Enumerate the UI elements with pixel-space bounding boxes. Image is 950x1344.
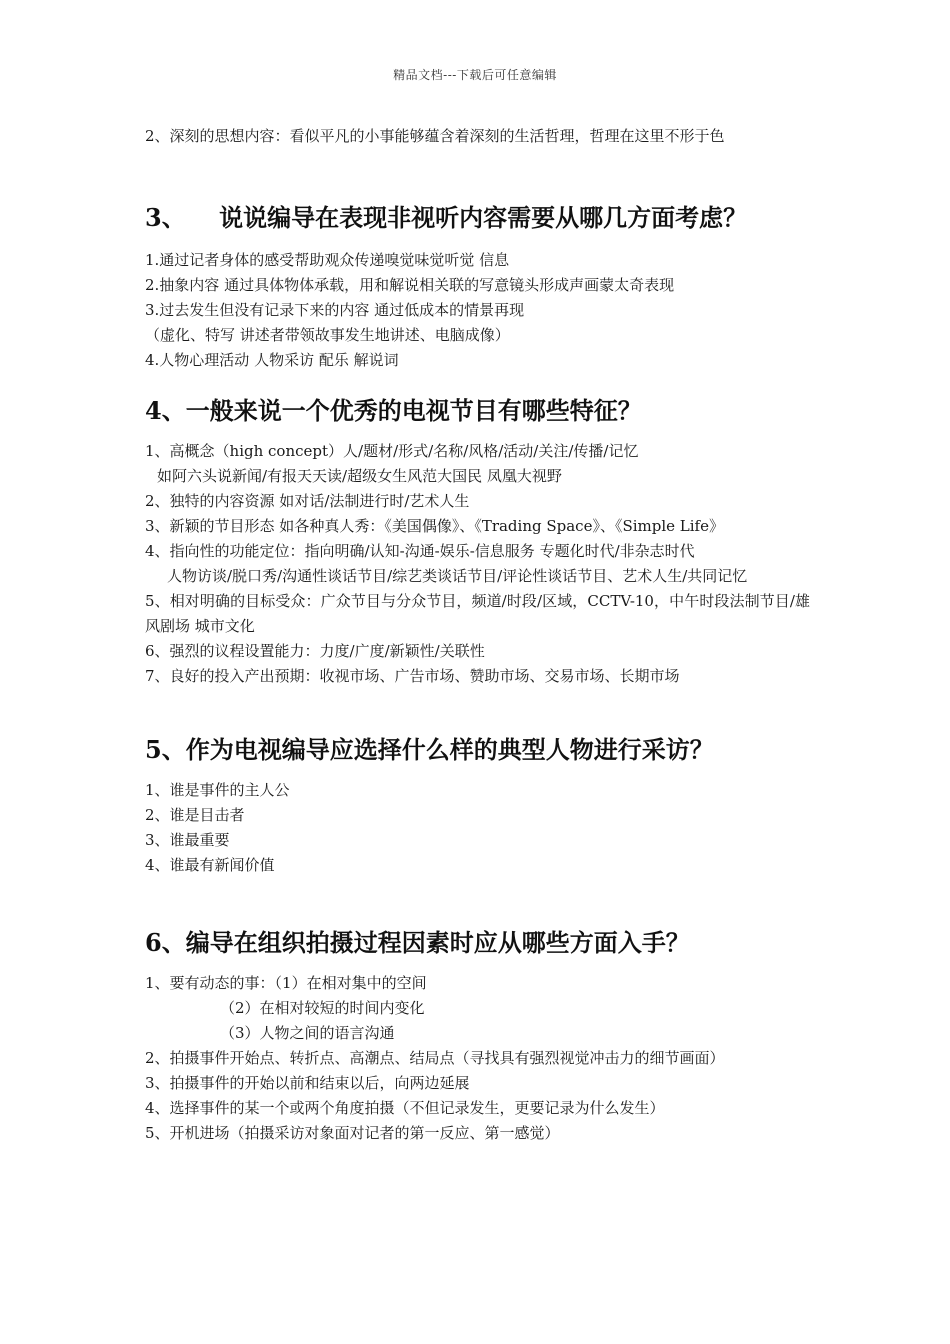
section-3-line-3: 3.过去发生但没有记录下来的内容 通过低成本的情景再现 — [145, 301, 525, 319]
section-6-heading: 6、编导在组织拍摄过程因素时应从哪些方面入手？ — [145, 928, 690, 957]
section-4-heading: 4、一般来说一个优秀的电视节目有哪些特征？ — [145, 396, 642, 425]
section-4-line-4: 3、新颖的节目形态 如各种真人秀：《美国偶像》、《Trading Space》、《Simple Life》 — [145, 517, 724, 535]
section-4-line-9: 7、良好的投入产出预期：收视市场、广告市场、赞助市场、交易市场、长期市场 — [145, 667, 680, 685]
page-header: 精品文档---下载后可任意编辑 — [393, 68, 557, 82]
section-6-line-4: 2、拍摄事件开始点、转折点、高潮点、结局点（寻找具有强烈视觉冲击力的细节画面） — [145, 1049, 725, 1067]
section-6-line-1: 1、要有动态的事：（1）在相对集中的空间 — [145, 974, 427, 992]
section-3-line-1: 1.通过记者身体的感受帮助观众传递嗅觉味觉听觉 信息 — [145, 251, 510, 269]
section-4-line-7: 5、相对明确的目标受众：广众节目与分众节目，频道/时段/区域，CCTV-10，中午时段法制节目/雄风剧场 城市文化 — [145, 592, 810, 635]
section-4-line-3: 2、独特的内容资源 如对话/法制进行时/艺术人生 — [145, 492, 470, 510]
section-6-line-5: 3、拍摄事件的开始以前和结束以后，向两边延展 — [145, 1074, 470, 1092]
section-6-line-6: 4、选择事件的某一个或两个角度拍摄（不但记录发生，更要记录为什么发生） — [145, 1099, 665, 1117]
section-4-line-1: 1、高概念（high concept）人/题材/形式/名称/风格/活动/关注/传播/记忆 — [145, 442, 639, 460]
section-5-line-2: 2、谁是目击者 — [145, 806, 245, 824]
intro-line: 2、深刻的思想内容：看似平凡的小事能够蕴含着深刻的生活哲理，哲理在这里不形于色 — [145, 127, 725, 145]
section-6-line-3: （3）人物之间的语言沟通 — [220, 1024, 395, 1042]
section-5-line-4: 4、谁最有新闻价值 — [145, 856, 275, 874]
section-5-line-1: 1、谁是事件的主人公 — [145, 781, 290, 799]
section-4-line-5: 4、指向性的功能定位：指向明确/认知-沟通-娱乐-信息服务 专题化时代/非杂志时代 — [145, 542, 695, 560]
section-5-heading: 5、作为电视编导应选择什么样的典型人物进行采访？ — [145, 735, 714, 764]
section-4-line-8: 6、强烈的议程设置能力：力度/广度/新颖性/关联性 — [145, 642, 485, 660]
section-3-line-4: （虚化、特写 讲述者带领故事发生地讲述、电脑成像） — [145, 326, 510, 344]
section-6-line-2: （2）在相对较短的时间内变化 — [220, 999, 425, 1017]
section-5-line-3: 3、谁最重要 — [145, 831, 230, 849]
section-4-line-6: 人物访谈/脱口秀/沟通性谈话节目/综艺类谈话节目/评论性谈话节目、艺术人生/共同记忆 — [167, 567, 748, 585]
section-4-line-2: 如阿六头说新闻/有报天天读/超级女生风范大国民 凤凰大视野 — [157, 467, 562, 485]
section-3-heading: 3、 说说编导在表现非视听内容需要从哪几方面考虑？ — [145, 203, 748, 232]
section-6-line-7: 5、开机进场（拍摄采访对象面对记者的第一反应、第一感觉） — [145, 1124, 560, 1142]
section-3-line-2: 2.抽象内容 通过具体物体承载，用和解说相关联的写意镜头形成声画蒙太奇表现 — [145, 276, 675, 294]
section-3-line-5: 4.人物心理活动 人物采访 配乐 解说词 — [145, 351, 399, 369]
document-body — [145, 124, 810, 1146]
